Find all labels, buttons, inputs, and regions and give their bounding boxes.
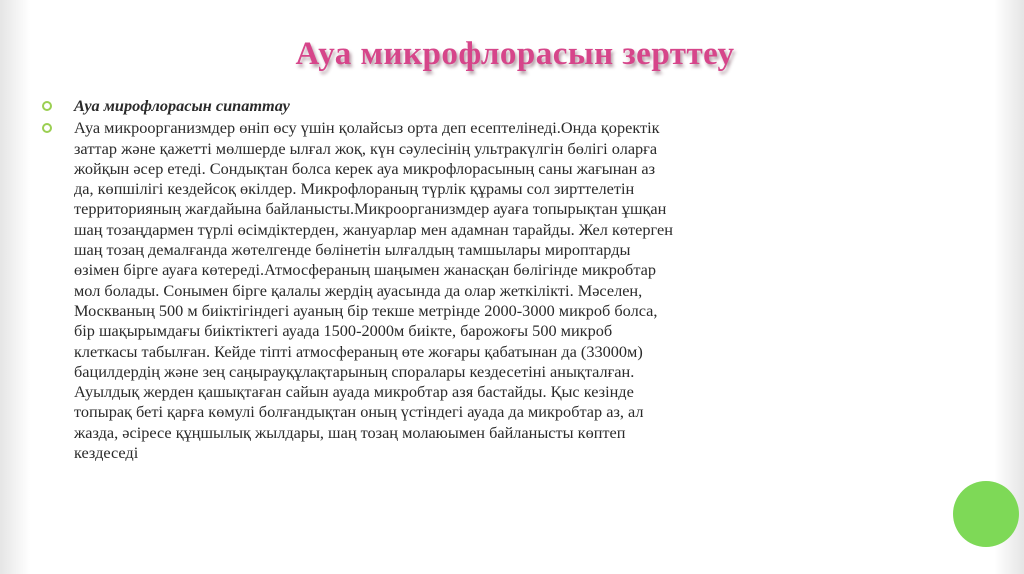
body-line: мол болады. Сонымен бірге қалалы жердің ауасында да олар жеткілікті. Мәселен,	[74, 280, 643, 300]
bullet-circle-icon	[42, 101, 52, 111]
bullet-item-body	[40, 118, 1024, 463]
body-line: топырақ беті қарға көмулі болғандықтан оның үстіндегі ауада да микробтар аз, ал	[74, 402, 644, 422]
body-line: Ауа микроорганизмдер өніп өсу үшін қолайсыз орта деп есептелінеді.Онда қоректік	[74, 118, 660, 138]
body-line: жазда, әсіресе құңшылық жылдары, шаң тозаң молаюымен байланысты көптеп	[74, 422, 626, 442]
slide-title: Ауа микрофлорасын зерттеу	[295, 36, 735, 72]
slide-left-shadow	[0, 0, 30, 574]
body-line: өзімен бірге ауаға көтереді.Атмосфераның шаңымен жанасқан бөлігінде микробтар	[74, 260, 657, 280]
bullet-body-text	[74, 118, 1024, 463]
body-line: да, көпшілігі кездейсоқ өкілдер. Микрофлораның түрлік құрамы сол зирттелетін	[74, 179, 635, 199]
body-line: бір шақырымдағы биіктіктегі ауада 1500-2000м биікте, барожоғы 500 микроб	[74, 321, 613, 341]
body-line: шаң тозаңдармен түрлі өсімдіктерден, жануарлар мен адамнан тарайды. Жел көтерген	[74, 219, 673, 239]
bullet-circle-icon	[42, 123, 52, 133]
body-line: Ауылдық жерден қашықтаған сайын ауада микробтар азя бастайды. Қыс кезінде	[74, 382, 634, 402]
green-circle-decoration	[953, 481, 1019, 547]
body-line: бацилдердің және зең саңырауқұлақтарының споралары кездесетіні анықталған.	[74, 361, 635, 381]
body-line: жойқын әсер етеді. Сондықтан болса керек ауа микрофлорасының саны жағынан аз	[74, 158, 656, 178]
body-line: заттар және қажетті мөлшерде ылғал жоқ, күн сәулесінің ультракүлгін бөлігі оларға	[74, 138, 658, 158]
body-line: территорияның жағдайына байланысты.Микроорганизмдер ауаға топырықтан ұшқан	[74, 199, 667, 219]
bullet-subtitle: Ауа мирофлорасын сипаттау	[74, 96, 290, 115]
bullet-list	[40, 96, 1024, 463]
body-line: клеткасы табылған. Кейде тіпті атмосфераның өте жоғары қабатынан да (33000м)	[74, 341, 643, 361]
body-line: Москваның 500 м биіктігіндегі ауаның бір текше метрінде 2000-3000 микроб болса,	[74, 300, 658, 320]
bullet-item-subtitle	[40, 96, 1024, 116]
body-line: шаң тозаң демалғанда жөтелгенде бөлінетін ылғалдың тамшылары мироптарды	[74, 240, 631, 260]
body-line: кездеседі	[74, 443, 139, 463]
